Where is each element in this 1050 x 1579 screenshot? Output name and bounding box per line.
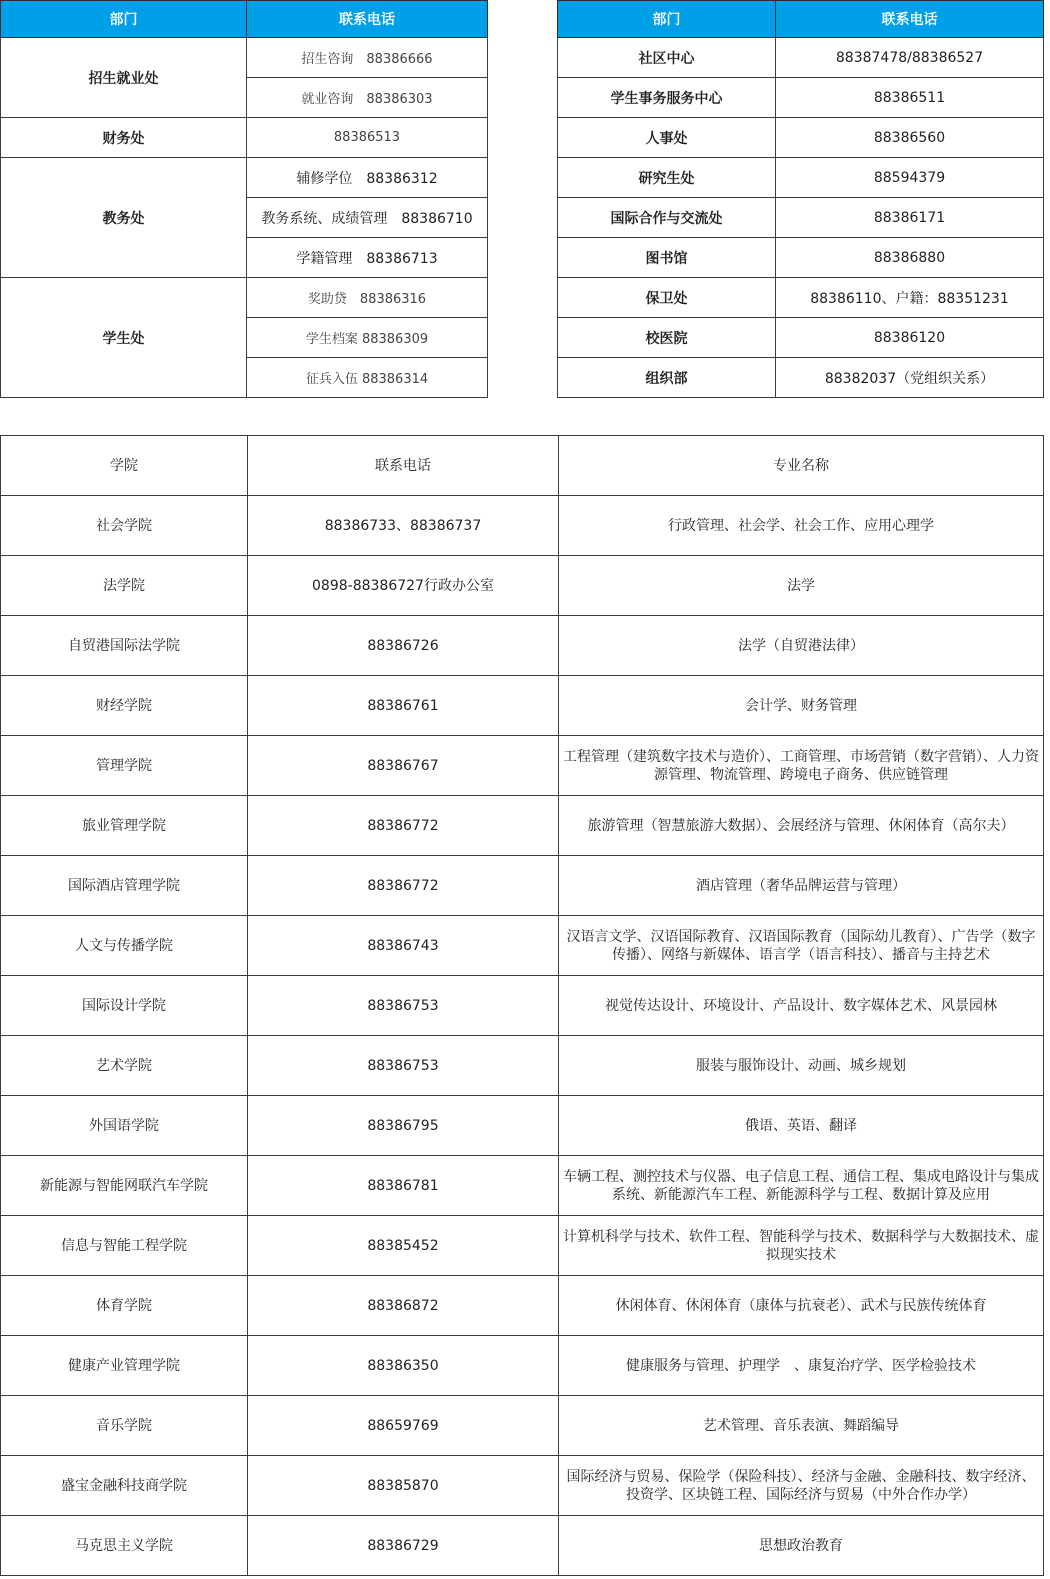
college-phone: 88386350: [248, 1336, 559, 1396]
table-row: [558, 318, 1044, 358]
table-row: [1, 118, 488, 158]
header-dept: 部门: [1, 1, 247, 38]
college-majors: 艺术管理、音乐表演、舞蹈编导: [559, 1396, 1044, 1456]
college-name: 财经学院: [1, 676, 248, 736]
college-majors: 国际经济与贸易、保险学（保险科技）、经济与金融、金融科技、数字经济、投资学、区块链工程、国际经济与贸易（中外合作办学）: [559, 1456, 1044, 1516]
college-name: 信息与智能工程学院: [1, 1216, 248, 1276]
table-row: [1, 1156, 1044, 1216]
dept-phone: 88386513: [247, 118, 488, 158]
dept-phone: 奖助贷 88386316: [247, 278, 488, 318]
dept-phone: 88386511: [776, 78, 1044, 118]
dept-name: 保卫处: [558, 278, 776, 318]
college-name: 自贸港国际法学院: [1, 616, 248, 676]
table-row: [1, 1036, 1044, 1096]
header-majors: 专业名称: [559, 436, 1044, 496]
dept-name: 图书馆: [558, 238, 776, 278]
college-name: 体育学院: [1, 1276, 248, 1336]
table-row: [1, 616, 1044, 676]
dept-phone: 88594379: [776, 158, 1044, 198]
college-name: 新能源与智能网联汽车学院: [1, 1156, 248, 1216]
dept-phone: 88386880: [776, 238, 1044, 278]
table-row: [1, 916, 1044, 976]
college-table-body: [1, 496, 1044, 1576]
table-row: [558, 38, 1044, 78]
dept-name: 学生事务服务中心: [558, 78, 776, 118]
table-row: [558, 238, 1044, 278]
college-name: 健康产业管理学院: [1, 1336, 248, 1396]
college-phone-table: [0, 435, 1044, 1576]
table-row: [558, 118, 1044, 158]
table-header-row: [1, 436, 1044, 496]
college-majors: 会计学、财务管理: [559, 676, 1044, 736]
table-row: [558, 198, 1044, 238]
table-row: [1, 158, 488, 198]
dept-phone: 88387478/88386527: [776, 38, 1044, 78]
college-name: 法学院: [1, 556, 248, 616]
college-phone: 88386872: [248, 1276, 559, 1336]
table-row: [1, 796, 1044, 856]
department-phone-table-right: [557, 0, 1044, 398]
dept-name: 研究生处: [558, 158, 776, 198]
college-phone: 88386743: [248, 916, 559, 976]
college-phone: 88386781: [248, 1156, 559, 1216]
dept-phone: 招生咨询 88386666: [247, 38, 488, 78]
dept-phone: 教务系统、成绩管理 88386710: [247, 198, 488, 238]
table-row: [1, 1216, 1044, 1276]
college-name: 音乐学院: [1, 1396, 248, 1456]
college-name: 盛宝金融科技商学院: [1, 1456, 248, 1516]
college-phone: 88386772: [248, 856, 559, 916]
college-phone: 88386767: [248, 736, 559, 796]
table-header-row: [1, 1, 488, 38]
dept-name: 财务处: [1, 118, 247, 158]
dept-phone: 学籍管理 88386713: [247, 238, 488, 278]
college-name: 艺术学院: [1, 1036, 248, 1096]
college-name: 马克思主义学院: [1, 1516, 248, 1576]
table-row: [1, 1516, 1044, 1576]
college-phone: 88386733、88386737: [248, 496, 559, 556]
dept-phone: 学生档案 88386309: [247, 318, 488, 358]
table-row: [1, 676, 1044, 736]
dept-phone: 88386120: [776, 318, 1044, 358]
header-phone: 联系电话: [776, 1, 1044, 38]
table-row: [1, 1276, 1044, 1336]
dept-phone: 征兵入伍 88386314: [247, 358, 488, 398]
dept-phone: 88382037（党组织关系）: [776, 358, 1044, 398]
table-row: [558, 78, 1044, 118]
college-majors: 法学: [559, 556, 1044, 616]
college-majors: 计算机科学与技术、软件工程、智能科学与技术、数据科学与大数据技术、虚拟现实技术: [559, 1216, 1044, 1276]
table-row: [1, 496, 1044, 556]
dept-phone: 88386560: [776, 118, 1044, 158]
dept-name: 国际合作与交流处: [558, 198, 776, 238]
dept-name: 人事处: [558, 118, 776, 158]
dept-phone: 88386171: [776, 198, 1044, 238]
dept-name: 教务处: [1, 158, 247, 278]
college-phone: 88386761: [248, 676, 559, 736]
table-row: [1, 38, 488, 78]
college-phone: 88385870: [248, 1456, 559, 1516]
college-majors: 汉语言文学、汉语国际教育、汉语国际教育（国际幼儿教育）、广告学（数字传播）、网络与新媒体、语言学（语言科技）、播音与主持艺术: [559, 916, 1044, 976]
college-name: 国际酒店管理学院: [1, 856, 248, 916]
college-name: 管理学院: [1, 736, 248, 796]
college-majors: 视觉传达设计、环境设计、产品设计、数字媒体艺术、风景园林: [559, 976, 1044, 1036]
college-phone: 0898-88386727行政办公室: [248, 556, 559, 616]
college-majors: 休闲体育、休闲体育（康体与抗衰老）、武术与民族传统体育: [559, 1276, 1044, 1336]
college-majors: 旅游管理（智慧旅游大数据）、会展经济与管理、休闲体育（高尔夫）: [559, 796, 1044, 856]
table-header-row: [558, 1, 1044, 38]
table-row: [1, 736, 1044, 796]
dept-name: 社区中心: [558, 38, 776, 78]
table-row: [1, 1396, 1044, 1456]
header-dept: 部门: [558, 1, 776, 38]
header-phone: 联系电话: [248, 436, 559, 496]
college-phone: 88385452: [248, 1216, 559, 1276]
table-row: [1, 976, 1044, 1036]
table-row: [1, 556, 1044, 616]
college-name: 社会学院: [1, 496, 248, 556]
dept-phone: 88386110、户籍：88351231: [776, 278, 1044, 318]
college-majors: 思想政治教育: [559, 1516, 1044, 1576]
college-phone: 88659769: [248, 1396, 559, 1456]
dept-phone: 就业咨询 88386303: [247, 78, 488, 118]
college-phone: 88386753: [248, 976, 559, 1036]
table-row: [1, 1336, 1044, 1396]
table-row: [1, 856, 1044, 916]
college-majors: 车辆工程、测控技术与仪器、电子信息工程、通信工程、集成电路设计与集成系统、新能源汽车工程、新能源科学与工程、数据计算及应用: [559, 1156, 1044, 1216]
college-phone: 88386729: [248, 1516, 559, 1576]
college-phone: 88386772: [248, 796, 559, 856]
college-majors: 法学（自贸港法律）: [559, 616, 1044, 676]
dept-phone: 辅修学位 88386312: [247, 158, 488, 198]
dept-name: 招生就业处: [1, 38, 247, 118]
header-college: 学院: [1, 436, 248, 496]
college-majors: 酒店管理（奢华品牌运营与管理）: [559, 856, 1044, 916]
table-row: [1, 278, 488, 318]
college-majors: 俄语、英语、翻译: [559, 1096, 1044, 1156]
college-name: 人文与传播学院: [1, 916, 248, 976]
dept-name: 校医院: [558, 318, 776, 358]
header-phone: 联系电话: [247, 1, 488, 38]
college-phone: 88386795: [248, 1096, 559, 1156]
table-row: [558, 358, 1044, 398]
table-row: [1, 1456, 1044, 1516]
table-row: [1, 1096, 1044, 1156]
college-name: 旅业管理学院: [1, 796, 248, 856]
college-majors: 健康服务与管理、护理学 、康复治疗学、医学检验技术: [559, 1336, 1044, 1396]
department-phone-table-left: [0, 0, 488, 398]
table-row: [558, 158, 1044, 198]
college-name: 外国语学院: [1, 1096, 248, 1156]
college-phone: 88386726: [248, 616, 559, 676]
college-majors: 服装与服饰设计、动画、城乡规划: [559, 1036, 1044, 1096]
dept-name: 组织部: [558, 358, 776, 398]
college-majors: 工程管理（建筑数字技术与造价）、工商管理、市场营销（数字营销）、人力资源管理、物流管理、跨境电子商务、供应链管理: [559, 736, 1044, 796]
college-phone: 88386753: [248, 1036, 559, 1096]
college-name: 国际设计学院: [1, 976, 248, 1036]
table-row: [558, 278, 1044, 318]
college-majors: 行政管理、社会学、社会工作、应用心理学: [559, 496, 1044, 556]
dept-name: 学生处: [1, 278, 247, 398]
